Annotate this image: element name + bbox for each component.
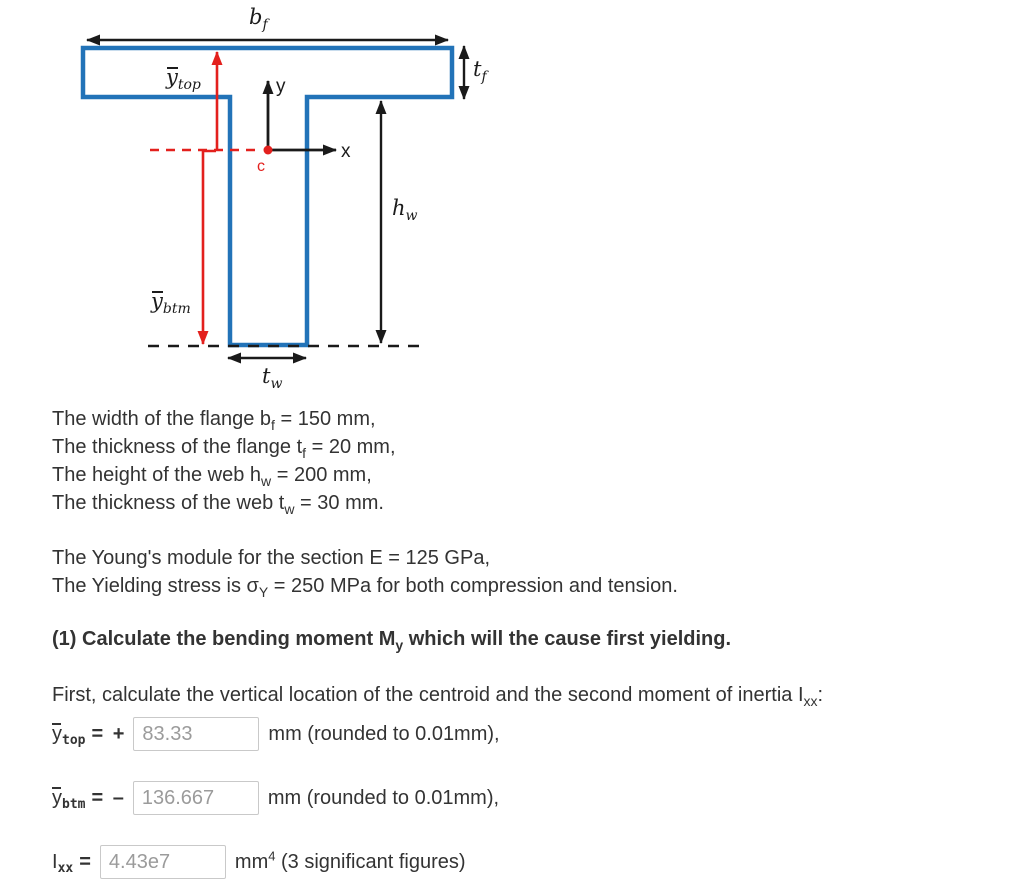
given-line-tw: The thickness of the web $t_w = 30$ mm. (52, 492, 384, 517)
ybtm-label: $y_{btm}$ (151, 289, 191, 317)
bf-label: $b_f$ (249, 5, 268, 33)
ixx-input[interactable] (100, 845, 226, 879)
answer-row-ixx (52, 843, 1024, 881)
ybtm-arrow (203, 151, 216, 344)
ybtm-unit: mm (rounded to 0.01mm), (267, 786, 500, 809)
ixx-operator: = (79, 850, 93, 873)
ybtm-symbol: y btm (52, 786, 86, 812)
ybtm-input[interactable] (133, 781, 259, 815)
centroid-dot (264, 146, 273, 155)
centroid-label: c (257, 158, 265, 175)
hw-label: $h_w$ (392, 196, 418, 224)
ytop-label: $y_{top}$ (166, 65, 201, 93)
ytop-symbol: y top (52, 722, 86, 748)
ytop-operator: = + (91, 722, 127, 745)
ixx-unit: $mm^4$ (3 significant figures) (234, 847, 466, 873)
x-axis-label: x (341, 141, 351, 162)
answer-row-ytop (52, 715, 1024, 753)
given-line-tf: The thickness of the flange $t_f = 20$ mm, (52, 436, 396, 461)
yield-stress-line: The Yielding stress is $\sigma_Y = 250$ MPa for both compression and tension. (52, 575, 678, 600)
ixx-symbol: I xx (52, 850, 74, 876)
question-heading: (1) Calculate the bending moment $M_y$ which will the cause first yielding. (52, 628, 732, 653)
t-section-figure (0, 0, 1024, 395)
intro-line: First, calculate the vertical location of the centroid and the second moment of inertia $I_{xx}$: (52, 684, 824, 709)
tf-label: $t_f$ (473, 57, 487, 85)
given-line-hw: The height of the web $h_w = 200$ mm, (52, 464, 372, 489)
ybtm-operator: = – (91, 786, 126, 809)
given-line-bf: The width of the flange $b_f = 150$ mm, (52, 408, 376, 433)
answer-row-ybtm (52, 779, 1024, 817)
youngs-modulus-line: The Young's module for the section E = 125 GPa, (52, 547, 490, 569)
material-properties (52, 544, 1024, 600)
ytop-input[interactable] (133, 717, 259, 751)
ytop-unit: mm (rounded to 0.01mm), (268, 722, 500, 745)
tw-label: $t_w$ (262, 364, 283, 392)
t-section-diagram (0, 0, 1024, 395)
y-axis-label: y (276, 76, 286, 97)
given-dimensions (52, 405, 1024, 517)
answer-section (52, 715, 1024, 881)
